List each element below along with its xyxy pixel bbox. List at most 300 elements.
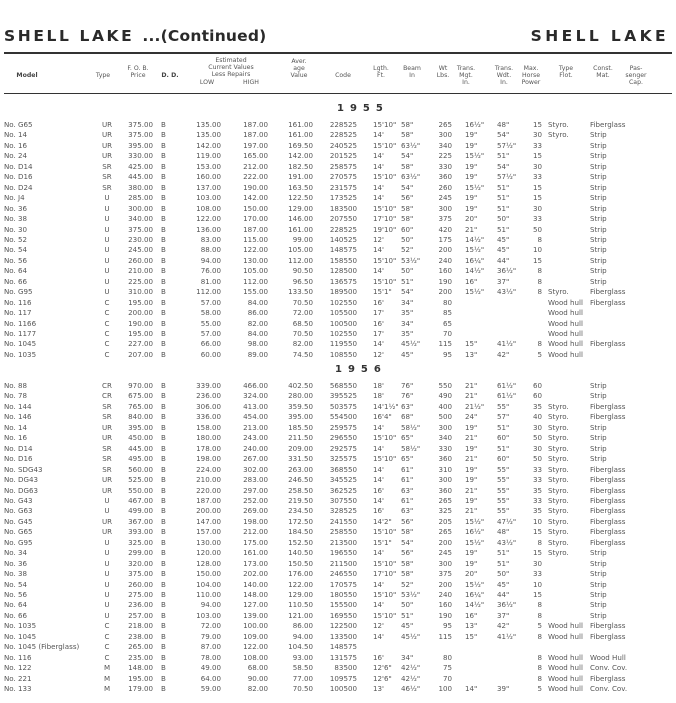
cell-tmgt: 15½": [465, 516, 485, 526]
cell-model: No. 1045 (Fiberglass): [4, 642, 80, 652]
cell-tmgt: 15½": [465, 245, 485, 255]
cell-model: No. 116: [4, 297, 32, 307]
cell-flot: Styro.: [548, 454, 569, 464]
cell-wt: 265: [438, 527, 452, 537]
table-row: [0, 580, 676, 590]
table-row: [0, 548, 676, 558]
header-line: Ft.: [377, 72, 385, 79]
cell-beam: 56": [401, 193, 414, 203]
cell-len: 14': [373, 130, 384, 140]
table-row: [0, 600, 676, 610]
cell-avg: 68.50: [292, 318, 313, 328]
column-header-high: [238, 79, 264, 86]
cell-avg: 82.00: [292, 339, 313, 349]
cell-beam: 58½": [401, 422, 421, 432]
table-row: [0, 433, 676, 443]
cell-price: 320.00: [128, 558, 153, 568]
cell-beam: 61": [401, 464, 414, 474]
cell-wt: 265: [438, 495, 452, 505]
cell-code: 105500: [329, 308, 357, 318]
cell-code: 155500: [329, 600, 357, 610]
cell-mat: Strip: [590, 579, 607, 589]
cell-low: 160.00: [196, 172, 221, 182]
cell-type: C: [104, 297, 110, 307]
cell-high: 175.00: [243, 537, 268, 547]
cell-price: 840.00: [128, 412, 153, 422]
cell-dd: B: [161, 339, 166, 349]
cell-price: 179.00: [128, 684, 153, 694]
cell-high: 212.00: [243, 161, 268, 171]
cell-mat: Fiberglass: [590, 339, 626, 349]
cell-tmgt: 15½": [465, 537, 485, 547]
section-year: 1956: [335, 364, 387, 375]
cell-flot: Styro.: [548, 548, 569, 558]
cell-wt: 500: [438, 412, 452, 422]
cell-hp: 8: [537, 610, 542, 620]
cell-price: 445.00: [128, 172, 153, 182]
cell-hp: 15: [532, 120, 542, 129]
cell-flot: Styro.: [548, 537, 569, 547]
cell-high: 269.00: [243, 506, 268, 516]
cell-twdt: 51": [497, 182, 510, 192]
cell-low: 57.00: [200, 297, 221, 307]
cell-twdt: 55": [497, 506, 510, 516]
cell-code: 258550: [329, 527, 357, 537]
table-row: [0, 298, 676, 308]
cell-len: 14': [373, 631, 384, 641]
cell-low: 200.00: [196, 506, 221, 516]
header-line: HIGH: [243, 79, 259, 86]
cell-model: No. 133: [4, 684, 32, 694]
cell-avg: 77.00: [292, 673, 313, 683]
cell-model: No. 14: [4, 130, 28, 140]
table-row: [0, 486, 676, 496]
cell-price: 210.00: [128, 266, 153, 276]
cell-twdt: 51": [497, 203, 510, 213]
cell-avg: 395.00: [288, 412, 313, 422]
cell-low: 79.00: [200, 631, 221, 641]
cell-price: 195.00: [128, 329, 153, 338]
cell-twdt: 37": [497, 276, 510, 286]
cell-dd: B: [161, 412, 166, 422]
cell-high: 86.00: [247, 308, 268, 318]
cell-high: 142.00: [243, 193, 268, 203]
cell-beam: 58": [401, 161, 414, 171]
cell-len: 18': [373, 381, 384, 390]
cell-twdt: 45": [497, 245, 510, 255]
cell-avg: 112.00: [288, 255, 313, 265]
cell-price: 275.00: [128, 590, 153, 599]
cell-tmgt: 20": [465, 569, 478, 579]
cell-low: 130.00: [196, 537, 221, 547]
cell-model: No. 122: [4, 663, 32, 673]
cell-avg: 331.50: [288, 454, 313, 464]
cell-beam: 52": [401, 579, 414, 589]
cell-price: 238.00: [128, 631, 153, 641]
cell-model: No. 116: [4, 652, 32, 662]
cell-avg: 121.00: [288, 610, 313, 620]
header-line: Horse: [521, 72, 540, 79]
cell-mat: Fiberglass: [590, 631, 626, 641]
cell-high: 84.00: [247, 297, 268, 307]
cell-type: UR: [101, 485, 113, 495]
cell-beam: 50": [401, 600, 414, 610]
table-row: [0, 674, 676, 684]
table-row: [0, 266, 676, 276]
cell-code: 503575: [329, 401, 357, 411]
cell-low: 78.00: [200, 652, 221, 662]
cell-beam: 61": [401, 495, 414, 505]
cell-len: 15'1": [373, 287, 392, 297]
cell-avg: 191.00: [288, 172, 313, 182]
cell-hp: 15: [532, 182, 542, 192]
cell-code: 108550: [329, 349, 357, 359]
cell-mat: Fiberglass: [590, 673, 626, 683]
cell-avg: 182.50: [288, 161, 313, 171]
cell-code: 196550: [329, 548, 357, 558]
table-row: [0, 308, 676, 318]
table-row: [0, 590, 676, 600]
cell-high: 190.00: [243, 182, 268, 192]
page-title: [4, 27, 266, 45]
cell-wt: 375: [438, 569, 452, 579]
cell-code: 169550: [329, 610, 357, 620]
cell-model: No. 36: [4, 203, 28, 213]
cell-twdt: 51": [497, 151, 510, 161]
cell-avg: 74.50: [292, 349, 313, 359]
cell-twdt: 54": [497, 130, 510, 140]
cell-high: 82.00: [247, 318, 268, 328]
cell-wt: 330: [438, 443, 452, 453]
cell-model: No. 38: [4, 214, 28, 224]
cell-price: 218.00: [128, 621, 153, 631]
cell-avg: 99.00: [292, 234, 313, 244]
cell-avg: 246.50: [288, 475, 313, 485]
cell-price: 230.00: [128, 234, 153, 244]
cell-tmgt: 15": [465, 339, 478, 349]
cell-code: 119550: [329, 339, 357, 349]
cell-mat: Strip: [590, 391, 607, 401]
cell-code: 100500: [329, 684, 357, 694]
cell-mat: Fiberglass: [590, 537, 626, 547]
cell-low: 339.00: [196, 381, 221, 390]
cell-beam: 53½": [401, 255, 421, 265]
cell-type: SR: [102, 464, 112, 474]
cell-twdt: 48": [497, 120, 510, 129]
cell-len: 12'6": [373, 673, 392, 683]
cell-beam: 35": [401, 308, 414, 318]
cell-low: 210.00: [196, 475, 221, 485]
cell-dd: B: [161, 287, 166, 297]
cell-code: 207550: [329, 214, 357, 224]
cell-mat: Strip: [590, 224, 607, 234]
cell-beam: 50": [401, 234, 414, 244]
cell-hp: 8: [537, 600, 542, 610]
cell-len: 19'10": [373, 224, 397, 234]
table-row: [0, 496, 676, 506]
cell-low: 72.00: [200, 621, 221, 631]
cell-len: 16': [373, 652, 384, 662]
cell-len: 15'10": [373, 433, 397, 443]
cell-flot: Styro.: [548, 495, 569, 505]
cell-wt: 240: [438, 590, 452, 599]
cell-beam: 63½": [401, 172, 421, 182]
cell-low: 64.00: [200, 673, 221, 683]
cell-low: 187.00: [196, 495, 221, 505]
cell-hp: 30: [532, 422, 542, 432]
cell-len: 14': [373, 443, 384, 453]
cell-type: UR: [101, 516, 113, 526]
cell-code: 183500: [329, 203, 357, 213]
cell-mat: Strip: [590, 214, 607, 224]
cell-code: 170575: [329, 579, 357, 589]
column-header-type: [92, 72, 114, 79]
cell-high: 122.00: [243, 642, 268, 652]
cell-dd: B: [161, 245, 166, 255]
cell-code: 231575: [329, 182, 357, 192]
cell-twdt: 41½": [497, 631, 517, 641]
cell-hp: 33: [532, 464, 542, 474]
cell-mat: Fiberglass: [590, 464, 626, 474]
cell-avg: 104.50: [288, 642, 313, 652]
cell-avg: 163.50: [288, 182, 313, 192]
column-header-low: [196, 79, 218, 86]
cell-avg: 129.00: [288, 203, 313, 213]
cell-high: 112.00: [243, 276, 268, 286]
cell-len: 18': [373, 391, 384, 401]
cell-high: 105.00: [243, 266, 268, 276]
cell-code: 122500: [329, 621, 357, 631]
column-header-trans-wdt: [492, 65, 516, 86]
cell-len: 14': [373, 182, 384, 192]
cell-avg: 122.50: [288, 193, 313, 203]
cell-wt: 245: [438, 548, 452, 558]
cell-flot: Styro.: [548, 120, 569, 129]
cell-avg: 185.50: [288, 422, 313, 432]
cell-mat: Fiberglass: [590, 120, 626, 129]
cell-code: 246550: [329, 569, 357, 579]
cell-dd: B: [161, 548, 166, 558]
cell-code: 211500: [329, 558, 357, 568]
cell-type: UR: [101, 433, 113, 443]
cell-low: 135.00: [196, 130, 221, 140]
cell-twdt: 51": [497, 193, 510, 203]
cell-high: 115.00: [243, 234, 268, 244]
cell-avg: 93.00: [292, 652, 313, 662]
cell-code: 292575: [329, 443, 357, 453]
table-row: [0, 475, 676, 485]
cell-code: 368550: [329, 464, 357, 474]
cell-mat: Strip: [590, 193, 607, 203]
title-continued: ...(Continued): [142, 27, 267, 45]
cell-dd: B: [161, 349, 166, 359]
cell-hp: 15: [532, 193, 542, 203]
cell-avg: 105.00: [288, 245, 313, 255]
cell-hp: 5: [537, 684, 542, 694]
cell-twdt: 61½": [497, 381, 517, 390]
header-line: Flot.: [559, 72, 573, 79]
cell-twdt: 45": [497, 579, 510, 589]
cell-tmgt: 19": [465, 140, 478, 150]
cell-len: 14': [373, 600, 384, 610]
cell-twdt: 50": [497, 214, 510, 224]
cell-hp: 40: [532, 412, 542, 422]
cell-avg: 70.50: [292, 329, 313, 338]
cell-model: No. 36: [4, 558, 28, 568]
cell-twdt: 55": [497, 401, 510, 411]
cell-tmgt: 19": [465, 130, 478, 140]
cell-wt: 200: [438, 579, 452, 589]
cell-code: 109575: [329, 673, 357, 683]
cell-hp: 15: [532, 548, 542, 558]
cell-dd: B: [161, 537, 166, 547]
cell-hp: 33: [532, 214, 542, 224]
cell-avg: 72.00: [292, 308, 313, 318]
column-header-weight: [433, 65, 453, 79]
cell-len: 16'4": [373, 412, 392, 422]
cell-flot: Wood hull: [548, 663, 583, 673]
cell-high: 150.00: [243, 203, 268, 213]
header-line: Cap.: [628, 79, 643, 86]
cell-price: 190.00: [128, 318, 153, 328]
table-row: [0, 423, 676, 433]
cell-beam: 68": [401, 412, 414, 422]
cell-low: 87.00: [200, 642, 221, 652]
cell-mat: Strip: [590, 443, 607, 453]
cell-code: 228525: [329, 224, 357, 234]
cell-tmgt: 13": [465, 349, 478, 359]
cell-hp: 50: [532, 433, 542, 443]
cell-mat: Strip: [590, 234, 607, 244]
cell-hp: 8: [537, 287, 542, 297]
cell-wt: 75: [442, 663, 452, 673]
cell-price: 393.00: [128, 527, 153, 537]
cell-avg: 70.50: [292, 684, 313, 694]
cell-dd: B: [161, 485, 166, 495]
cell-hp: 33: [532, 140, 542, 150]
cell-tmgt: 15": [465, 631, 478, 641]
cell-low: 103.00: [196, 610, 221, 620]
cell-dd: B: [161, 621, 166, 631]
cell-wt: 420: [438, 224, 452, 234]
cell-tmgt: 16½": [465, 120, 485, 129]
cell-price: 340.00: [128, 214, 153, 224]
cell-dd: B: [161, 140, 166, 150]
cell-mat: Fiberglass: [590, 297, 626, 307]
cell-beam: 34": [401, 318, 414, 328]
cell-dd: B: [161, 234, 166, 244]
table-row: [0, 538, 676, 548]
cell-len: 15'1": [373, 537, 392, 547]
cell-len: 14'1½": [373, 401, 399, 411]
cell-model: No. 64: [4, 266, 28, 276]
cell-flot: Wood hull: [548, 631, 583, 641]
cell-high: 252.00: [243, 495, 268, 505]
column-header-model: [12, 72, 42, 79]
cell-flot: Styro.: [548, 516, 569, 526]
cell-type: C: [104, 631, 110, 641]
cell-type: SR: [102, 172, 112, 182]
cell-model: No. 56: [4, 590, 28, 599]
cell-twdt: 42": [497, 621, 510, 631]
header-line: Value: [290, 72, 308, 79]
cell-beam: 61": [401, 475, 414, 485]
cell-high: 267.00: [243, 454, 268, 464]
cell-type: CR: [102, 391, 112, 401]
cell-avg: 58.50: [292, 663, 313, 673]
cell-mat: Strip: [590, 130, 607, 140]
cell-avg: 211.50: [288, 433, 313, 443]
cell-len: 14': [373, 245, 384, 255]
header-line: Model: [16, 72, 38, 79]
cell-high: 243.00: [243, 433, 268, 443]
cell-model: No. 54: [4, 245, 28, 255]
cell-price: 395.00: [128, 422, 153, 432]
header-line: Less Repairs: [211, 71, 251, 78]
column-header-dd: [159, 72, 181, 79]
cell-wt: 175: [438, 234, 452, 244]
cell-beam: 35": [401, 329, 414, 338]
cell-beam: 51": [401, 276, 414, 286]
cell-tmgt: 15½": [465, 579, 485, 589]
cell-hp: 10: [532, 245, 542, 255]
cell-high: 170.00: [243, 214, 268, 224]
cell-type: U: [104, 255, 110, 265]
cell-code: 102550: [329, 329, 357, 338]
cell-type: U: [104, 203, 110, 213]
cell-low: 104.00: [196, 579, 221, 589]
cell-len: 16': [373, 318, 384, 328]
cell-model: No. 24: [4, 151, 28, 161]
cell-twdt: 45": [497, 234, 510, 244]
cell-code: 136575: [329, 276, 357, 286]
cell-type: C: [104, 349, 110, 359]
cell-twdt: 47½": [497, 516, 517, 526]
cell-model: No. 16: [4, 433, 28, 443]
cell-len: 15'10": [373, 120, 397, 129]
cell-high: 130.00: [243, 255, 268, 265]
cell-high: 84.00: [247, 329, 268, 338]
cell-beam: 65": [401, 454, 414, 464]
cell-dd: B: [161, 203, 166, 213]
cell-twdt: 42": [497, 349, 510, 359]
cell-hp: 8: [537, 663, 542, 673]
cell-avg: 96.50: [292, 276, 313, 286]
cell-model: No. DG43: [4, 475, 39, 485]
cell-twdt: 41½": [497, 339, 517, 349]
cell-type: U: [104, 214, 110, 224]
cell-low: 136.00: [196, 224, 221, 234]
cell-model: No. 144: [4, 401, 32, 411]
column-header-price: [118, 65, 158, 79]
cell-code: 102550: [329, 297, 357, 307]
cell-flot: Wood hull: [548, 349, 583, 359]
cell-low: 108.00: [196, 203, 221, 213]
cell-hp: 30: [532, 130, 542, 140]
cell-wt: 375: [438, 214, 452, 224]
cell-flot: Styro.: [548, 422, 569, 432]
cell-code: 554500: [329, 412, 357, 422]
cell-tmgt: 21": [465, 224, 478, 234]
cell-price: 499.00: [128, 506, 153, 516]
table-row: [0, 339, 676, 349]
cell-code: 241550: [329, 516, 357, 526]
header-line: Price: [130, 72, 146, 79]
cell-price: 227.00: [128, 339, 153, 349]
header-line: Lbs.: [436, 72, 450, 79]
cell-price: 375.00: [128, 130, 153, 140]
cell-model: No. D16: [4, 454, 33, 464]
